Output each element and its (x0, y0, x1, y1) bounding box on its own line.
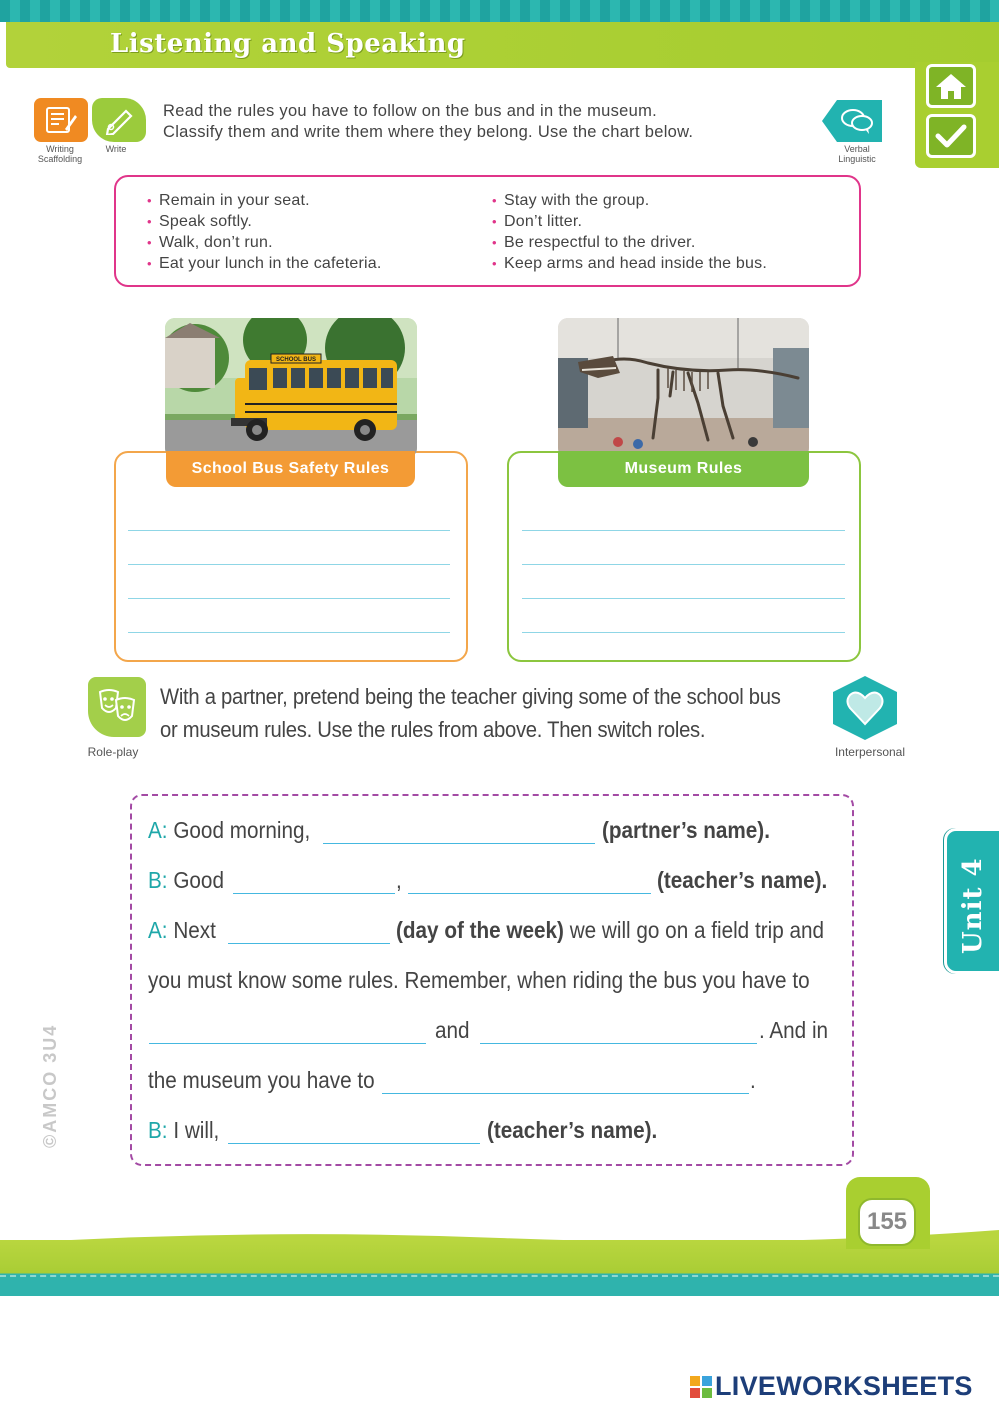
speech-bubbles-icon (839, 107, 875, 135)
check-button[interactable] (926, 114, 976, 158)
speaker-label: A: (148, 817, 168, 843)
liveworksheets-logo-icon (690, 1376, 712, 1398)
teacher-name-blank[interactable] (228, 1143, 480, 1144)
dialogue-line-2 (148, 867, 224, 894)
museum-answer-line[interactable] (522, 632, 845, 633)
header-stripe (0, 0, 999, 22)
liveworksheets-text: LIVEWORKSHEETS (715, 1371, 973, 1401)
greeting-blank[interactable] (233, 893, 395, 894)
rules-list-left (147, 190, 382, 274)
bus-rule-blank-2[interactable] (480, 1043, 757, 1044)
bus-answer-line[interactable] (128, 598, 450, 599)
speaker-label: B: (148, 1117, 168, 1143)
dialogue-line-7 (148, 1117, 219, 1144)
footer-dash (0, 1275, 999, 1277)
rule-item[interactable]: • Walk, don’t run. (147, 232, 382, 253)
instructions-line-1: Read the rules you have to follow on the bus and in the museum. (163, 102, 658, 120)
instructions-line-1: With a partner, pretend being the teacher giving some of the school bus (160, 684, 781, 709)
write-badge (92, 98, 146, 142)
home-icon (934, 71, 968, 101)
museum-answer-line[interactable] (522, 530, 845, 531)
dialogue-text: I will, (173, 1117, 220, 1143)
unit-label: Unit 4 (958, 857, 988, 954)
rule-item[interactable]: • Stay with the group. (492, 190, 767, 211)
bus-rules-header: School Bus Safety Rules (166, 451, 415, 487)
liveworksheets-logo[interactable] (690, 1371, 973, 1402)
copyright-text: ©AMCO 3U4 (40, 1023, 60, 1148)
dialogue-line-1 (148, 817, 310, 844)
museum-rule-blank[interactable] (382, 1093, 749, 1094)
checkmark-icon (934, 121, 968, 151)
period: . (750, 1067, 756, 1093)
bus-answer-line[interactable] (128, 564, 450, 565)
partner-name-blank[interactable] (323, 843, 595, 844)
bus-rule-blank-1[interactable] (149, 1043, 426, 1044)
rule-item[interactable]: • Remain in your seat. (147, 190, 382, 211)
teacher-name-hint: (teacher’s name). (487, 1117, 658, 1143)
activity1-instructions (163, 101, 813, 143)
rule-item[interactable]: • Eat your lunch in the cafeteria. (147, 253, 382, 274)
partner-name-hint: (partner’s name). (602, 817, 770, 843)
teacher-name-hint: (teacher’s name). (657, 867, 828, 893)
dialogue-text: Next (173, 917, 216, 943)
speaker-label: A: (148, 917, 168, 943)
rule-item[interactable]: • Speak softly. (147, 211, 382, 232)
instructions-line-2: or museum rules. Use the rules from above. Then switch roles. (160, 717, 706, 742)
dialogue-text: Good morning, (173, 817, 311, 843)
theater-masks-icon (96, 686, 138, 728)
write-caption: Write (105, 144, 127, 154)
day-of-week-hint: (day of the week) (396, 917, 564, 943)
museum-rules-header: Museum Rules (558, 451, 809, 487)
writing-scaffolding-icon (43, 105, 79, 135)
role-play-badge (88, 677, 146, 737)
dialogue-text: we will go on a field trip and (569, 917, 825, 943)
dinosaur-museum-photo (558, 318, 809, 458)
verbal-linguistic-caption: Verbal Linguistic (838, 144, 876, 164)
and-word: and (435, 1017, 470, 1043)
pencil-icon (102, 105, 136, 135)
dialogue-line-6: the museum you have to (148, 1067, 375, 1093)
comma: , (396, 867, 402, 893)
page-title: Listening and Speaking (110, 29, 466, 59)
bus-sign-label: SCHOOL BUS (276, 357, 316, 363)
day-of-week-blank[interactable] (228, 943, 390, 944)
verbal-linguistic-badge (822, 100, 882, 142)
page-number: 155 (858, 1198, 916, 1246)
activity2-instructions (160, 680, 832, 746)
school-bus-photo (165, 318, 417, 458)
dialogue-line-5-rest: . And in (759, 1017, 829, 1043)
writing-scaffolding-badge (34, 98, 88, 142)
interpersonal-caption: Interpersonal (834, 745, 906, 759)
rules-list-right (492, 190, 767, 274)
instructions-line-2: Classify them and write them where they belong. Use the chart below. (163, 123, 694, 141)
writing-scaffolding-caption: Writing Scaffolding (37, 144, 83, 164)
rule-item[interactable]: • Be respectful to the driver. (492, 232, 767, 253)
interpersonal-badge (833, 676, 897, 740)
bus-answer-line[interactable] (128, 632, 450, 633)
dialogue-line-3 (148, 917, 216, 944)
rule-item[interactable]: • Don’t litter. (492, 211, 767, 232)
dialogue-line-3-rest (396, 917, 824, 944)
dialogue-text: Good (173, 867, 224, 893)
dialogue-line-4: you must know some rules. Remember, when riding the bus you have to (148, 967, 810, 993)
home-button[interactable] (926, 64, 976, 108)
heart-icon (845, 689, 885, 727)
museum-answer-line[interactable] (522, 564, 845, 565)
rule-item[interactable]: • Keep arms and head inside the bus. (492, 253, 767, 274)
rules-box (114, 175, 861, 287)
speaker-label: B: (148, 867, 168, 893)
museum-answer-line[interactable] (522, 598, 845, 599)
bus-answer-line[interactable] (128, 530, 450, 531)
teacher-name-blank[interactable] (408, 893, 651, 894)
role-play-caption: Role-play (87, 745, 139, 759)
